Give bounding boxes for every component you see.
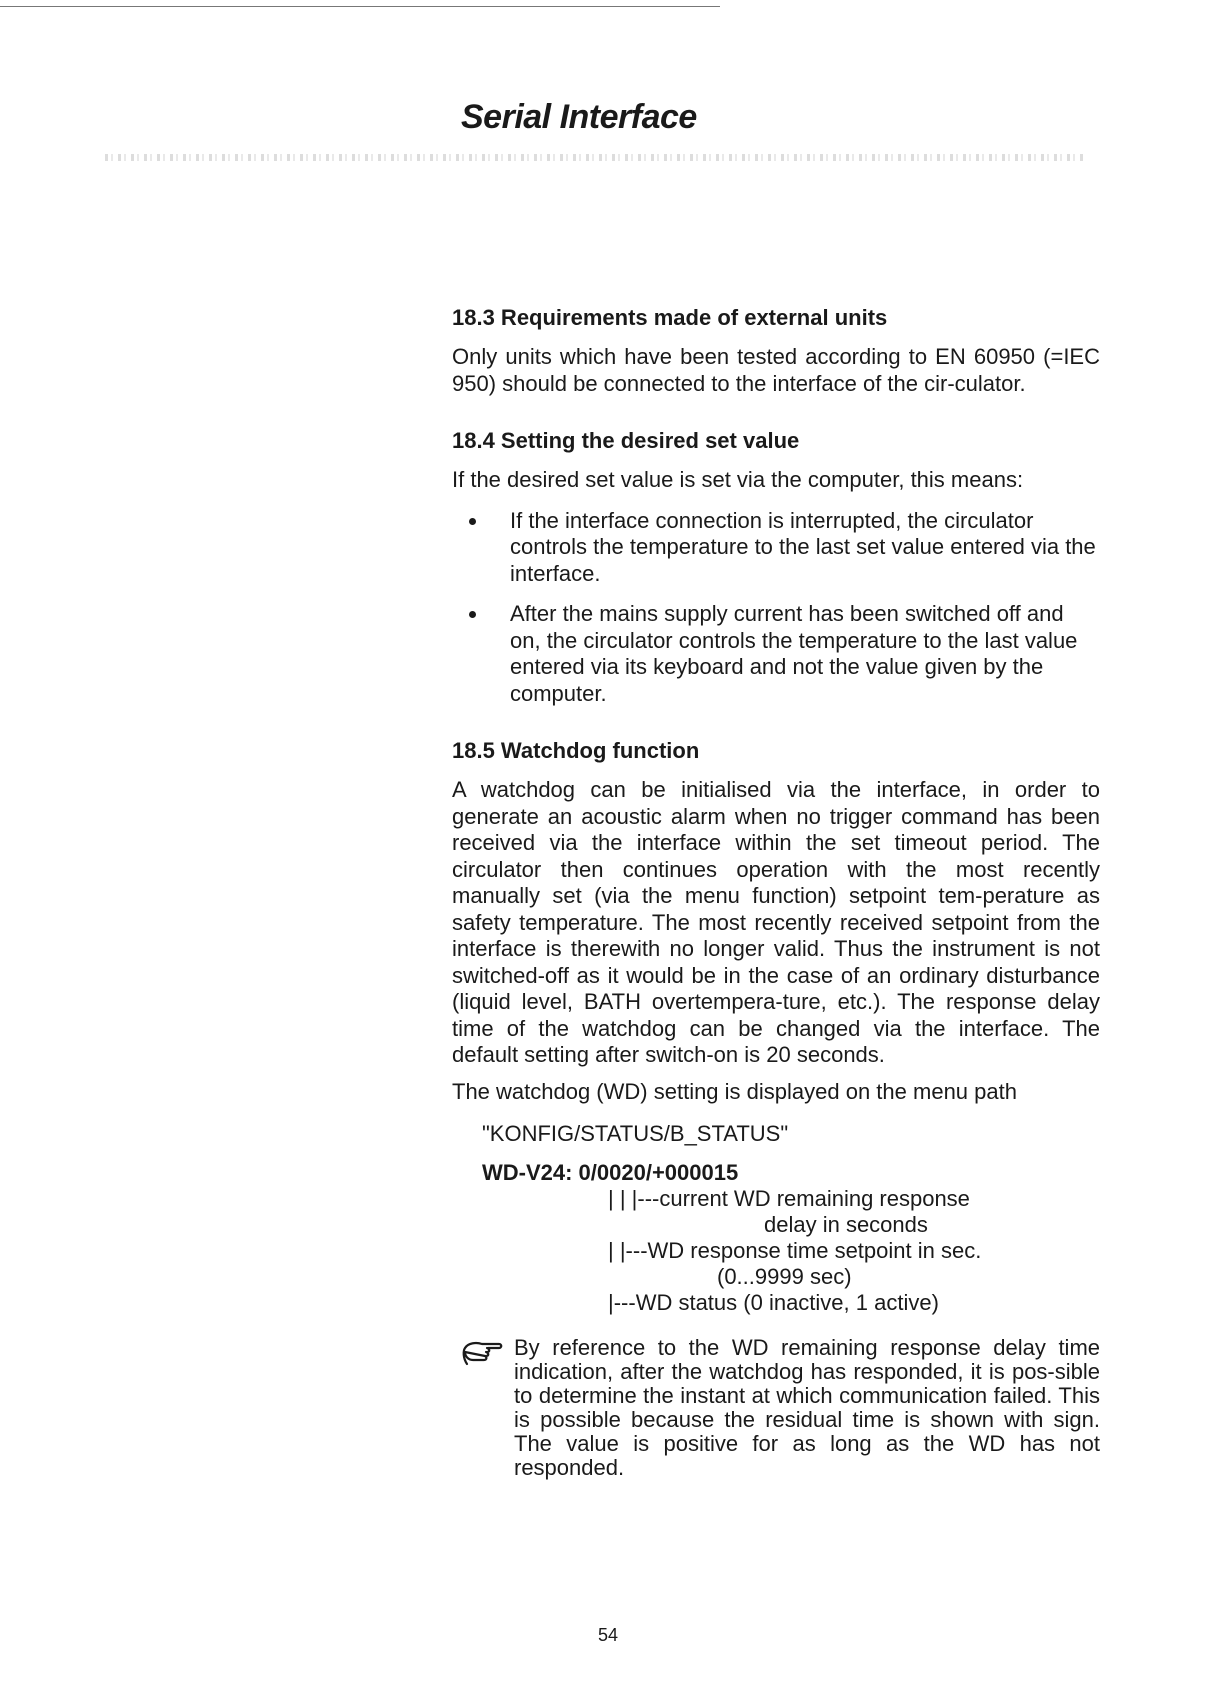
wd-code-legend [452,1186,1100,1316]
list-item-text: After the mains supply current has been switched off and on, the circulator controls the temperature to the last value entered via its keyboard and not the value given by the computer. [510,601,1078,706]
section-heading: 18.4 Setting the desired set value [452,428,800,453]
header-divider [105,154,1085,161]
bullet-icon [469,518,476,525]
section-paragraph: Only units which have been tested according to EN 60950 (=IEC 950) should be connected to the interface of the cir-culator. [452,344,1100,396]
running-head-title: Serial Interface [461,98,697,136]
legend-line: |---WD status (0 inactive, 1 active) [608,1290,939,1315]
legend-line: delay in seconds [764,1212,928,1237]
legend-line: (0...9999 sec) [717,1264,852,1289]
bullet-list [452,508,1100,708]
page-number: 54 [598,1625,619,1645]
section-18-3 [452,304,1100,397]
note-text: By reference to the WD remaining response delay time indication, after the watchdog has responded, it is pos-sible to determine the instant at which communication failed. This is possible because the residual time is shown with sign. The value is positive for as long as the WD has not responded. [514,1335,1100,1480]
page-content [452,304,1100,1480]
list-item [452,601,1100,707]
list-item [452,508,1100,588]
list-item-text: If the interface connection is interrupted, the circulator controls the temperature to the last set value entered via the interface. [510,507,1096,586]
pointing-hand-icon [462,1338,506,1368]
menu-path: "KONFIG/STATUS/B_STATUS" [482,1121,789,1146]
wd-code-label: WD-V24: 0/0020/+000015 [482,1159,739,1185]
section-18-5 [452,737,1100,1480]
legend-line: | |---WD response time setpoint in sec. [608,1238,982,1263]
section-heading: 18.3 Requirements made of external units [452,305,888,330]
bullet-icon [469,611,476,618]
legend-line: | | |---current WD remaining response [608,1186,970,1211]
section-paragraph: A watchdog can be initialised via the interface, in order to generate an acoustic alarm when no trigger command has been received via the interface within the set timeout period. The circulator then continues operation with the most recently manually set (via the menu function) setpoint tem-perature as safety temperature. The most recently received setpoint from the interface is therewith no longer valid. Thus the instrument is not switched-off as it would be in the case of an ordinary disturbance (liquid level, BATH overtempera-ture, etc.). The response delay time of the watchdog can be changed via the interface. The default setting after switch-on is 20 seconds. [452,777,1100,1067]
section-18-4 [452,427,1100,707]
note-block [452,1336,1100,1480]
section-heading: 18.5 Watchdog function [452,738,700,763]
menu-path-intro: The watchdog (WD) setting is displayed on the menu path [452,1078,1017,1104]
top-rule [0,6,720,7]
section-paragraph: If the desired set value is set via the computer, this means: [452,467,1024,492]
